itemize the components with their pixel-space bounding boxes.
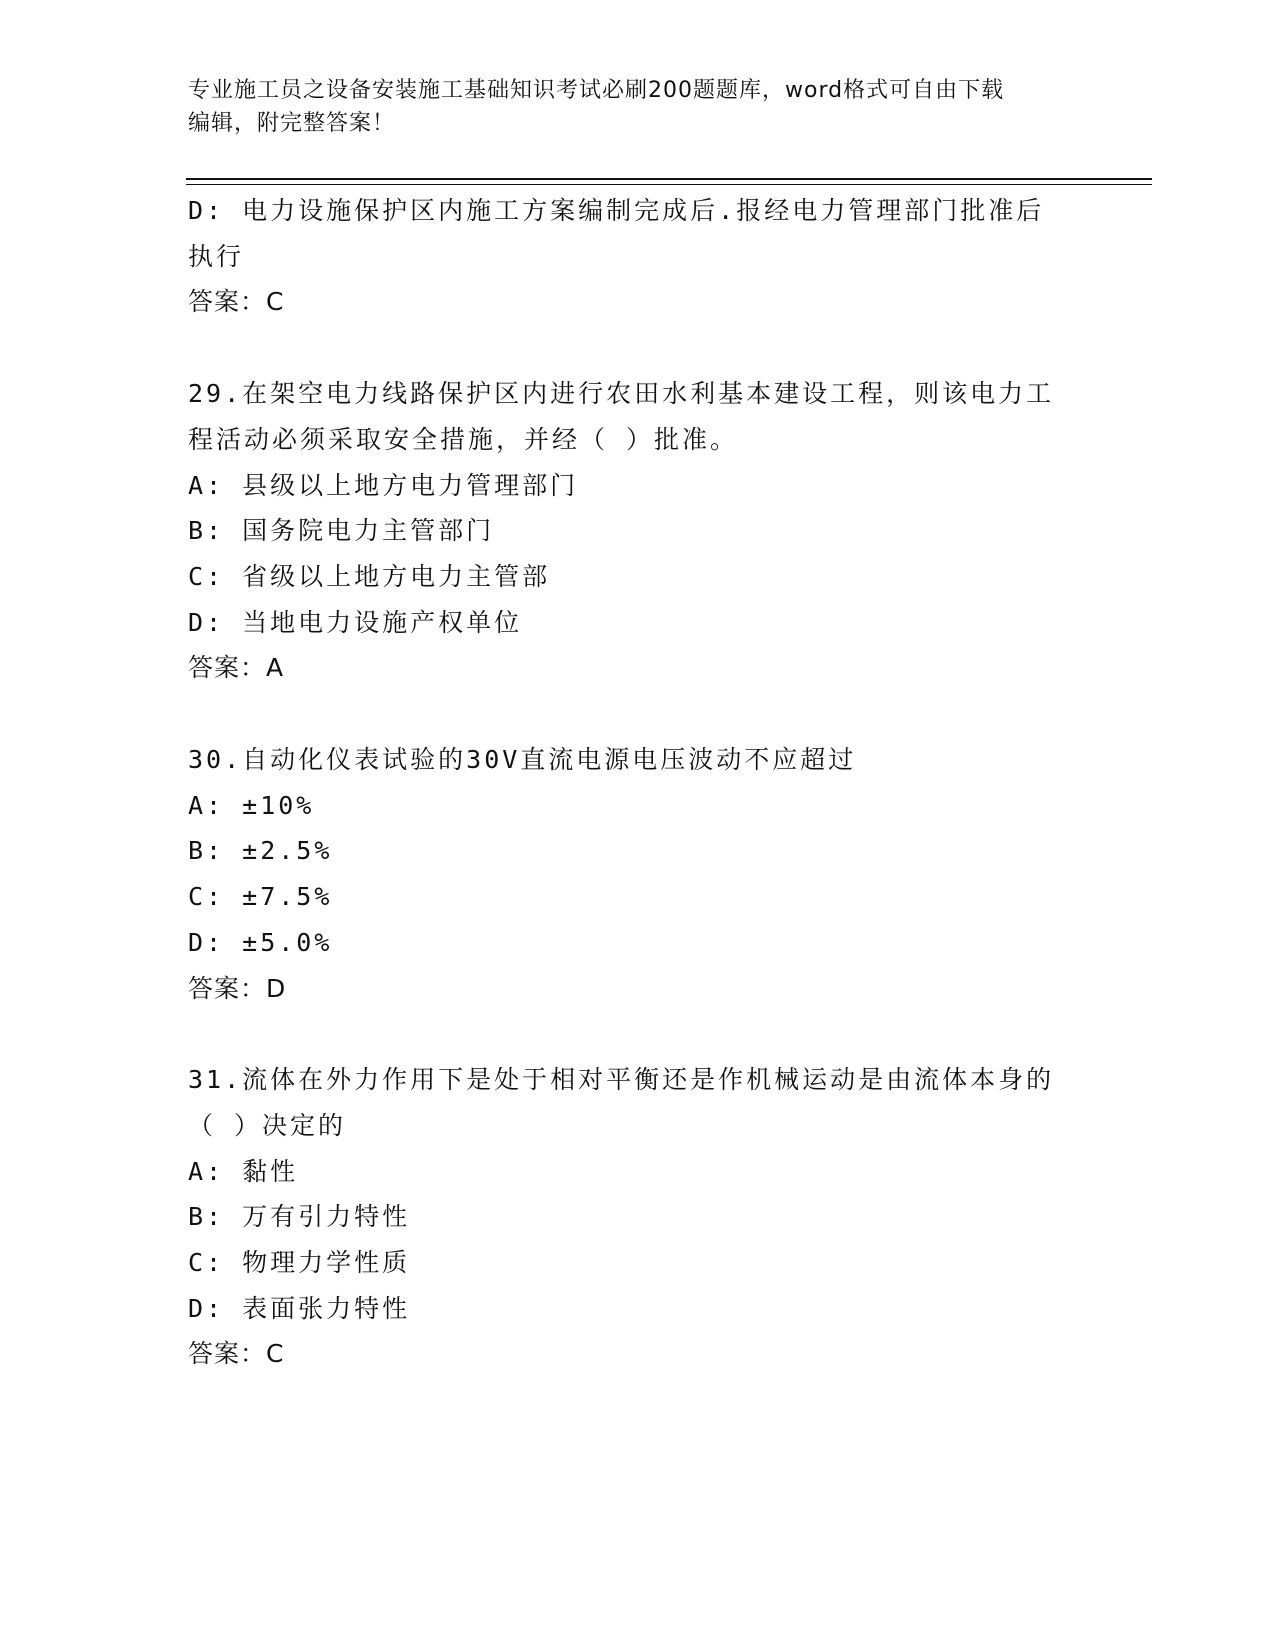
header-line-1: 专业施工员之设备安装施工基础知识考试必刷200题题库，word格式可自由下载	[188, 78, 1005, 103]
question-text-continued: （ ）决定的	[188, 1110, 347, 1140]
option-a: A: ±10%	[188, 790, 315, 820]
question-text: 29.在架空电力线路保护区内进行农田水利基本建设工程，则该电力工	[188, 379, 1055, 409]
header-line-2: 编辑，附完整答案！	[188, 111, 396, 136]
answer: 答案：C	[188, 1339, 285, 1369]
question-31	[188, 1057, 1088, 1377]
option-d: D: 电力设施保护区内施工方案编制完成后.报经电力管理部门批准后	[188, 196, 1045, 225]
option-c: C: 物理力学性质	[188, 1248, 411, 1278]
option-a: A: 县级以上地方电力管理部门	[188, 470, 579, 500]
answer: 答案：C	[188, 287, 285, 317]
question-list	[188, 188, 1088, 1377]
option-b: B: ±2.5%	[188, 836, 333, 866]
continued-question	[188, 188, 1088, 325]
question-text: 31.流体在外力作用下是处于相对平衡还是作机械运动是由流体本身的	[188, 1065, 1055, 1095]
option-b: B: 国务院电力主管部门	[188, 516, 495, 546]
option-b: B: 万有引力特性	[188, 1202, 411, 1232]
question-text: 30.自动化仪表试验的30V直流电源电压波动不应超过	[188, 745, 857, 775]
option-d: D: 当地电力设施产权单位	[188, 607, 523, 637]
option-a: A: 黏性	[188, 1156, 299, 1186]
option-d: D: ±5.0%	[188, 927, 333, 957]
document-header	[188, 74, 1088, 140]
question-text-continued: 程活动必须采取安全措施，并经（ ）批准。	[188, 424, 739, 454]
option-c: C: ±7.5%	[188, 882, 333, 912]
header-rule-thin	[186, 184, 1152, 185]
option-d: D: 表面张力特性	[188, 1293, 411, 1323]
answer: 答案：D	[188, 973, 287, 1003]
option-c: C: 省级以上地方电力主管部	[188, 561, 551, 591]
header-rule-thick	[186, 178, 1152, 180]
option-d-continued: 执行	[188, 241, 245, 271]
question-30	[188, 737, 1088, 1011]
answer: 答案：A	[188, 653, 285, 683]
question-29	[188, 371, 1088, 691]
